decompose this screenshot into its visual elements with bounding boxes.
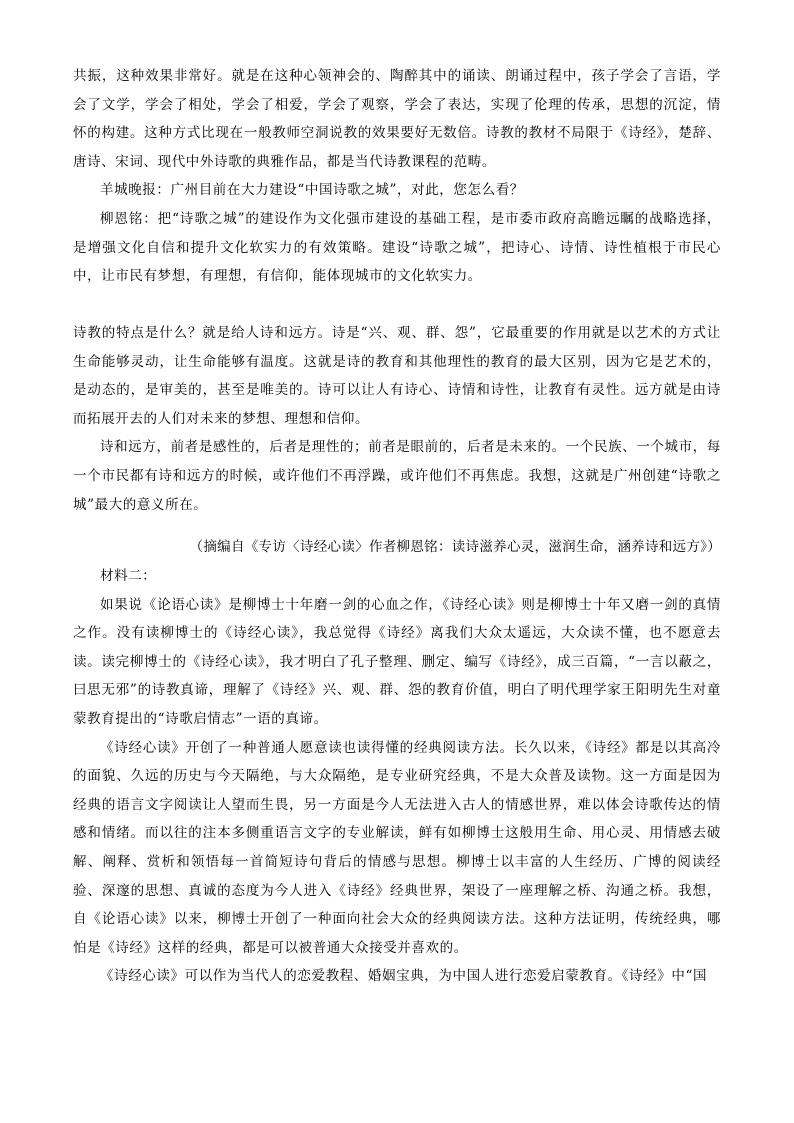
paragraph-interview-answer: 柳恩铭：把“诗歌之城”的建设作为文化强市建设的基础工程，是市委市政府高瞻远瞩的战略选择，是增强文化自信和提升文化软实力的有效策略。建设“诗歌之城”，把诗心、诗情、诗性植根于市民心中，让市民有梦想，有理想，有信仰，能体现城市的文化软实力。	[73, 210, 721, 285]
material-two-heading: 材料二：	[100, 568, 157, 584]
paragraph-book-review: 如果说《论语心读》是柳博士十年磨一剑的心血之作，《诗经心读》则是柳博士十年又磨一剑的真情之作。没有读柳博士的《诗经心读》，我总觉得《诗经》离我们大众太遥远，大众读不懂，也不愿意去读。读完柳博士的《诗经心读》，我才明白了孔子整理、删定、编写《诗经》，成三百篇，“一言以蔽之，曰思无邪”的诗教真谛，理解了《诗经》兴、观、群、怨的教育价值，明白了明代理学家王阳明先生对童蒙教育提出的“诗歌启情志”一语的真谛。	[73, 596, 721, 727]
paragraph-love-education: 《诗经心读》可以作为当代人的恋爱教程、婚姻宝典，为中国人进行恋爱启蒙教育。《诗经》中“国	[100, 968, 708, 985]
paragraph-poetry-education: 共振，这种效果非常好。就是在这种心领神会的、陶醉其中的诵读、朗诵过程中，孩子学会了言语，学会了文学，学会了相处，学会了相爱，学会了观察，学会了表达，实现了伦理的传承，思想的沉淀，情怀的构建。这种方式比现在一般教师空洞说教的效果要好无数倍。诗教的教材不局限于《诗经》，楚辞、唐诗、宋词、现代中外诗歌的典雅作品，都是当代诗教课程的范畴。	[73, 68, 721, 170]
paragraph-poetry-features: 诗教的特点是什么？就是给人诗和远方。诗是“兴、观、群、怨”，它最重要的作用就是以艺术的方式让生命能够灵动，让生命能够有温度。这就是诗的教育和其他理性的教育的最大区别，因为它是艺术的，是动态的，是审美的，甚至是唯美的。诗可以让人有诗心、诗情和诗性，让教育有灵性。远方就是由诗而拓展开去的人们对未来的梦想、理想和信仰。	[73, 325, 721, 427]
text-block-middle	[73, 319, 721, 519]
text-block-upper	[73, 62, 721, 291]
paragraph-poetry-and-distance: 诗和远方，前者是感性的，后者是理性的；前者是眼前的，后者是未来的。一个民族、一个城市，每一个市民都有诗和远方的时候，或许他们不再浮躁，或许他们不再焦虑。我想，这就是广州创建“诗歌之城”最大的意义所在。	[73, 439, 721, 513]
paragraph-interview-question: 羊城晚报：广州目前在大力建设“中国诗歌之城”，对此，您怎么看？	[100, 182, 524, 199]
text-block-lower	[73, 562, 721, 991]
source-attribution: （摘编自《专访〈诗经心读〉作者柳恩铭：读诗滋养心灵，滋润生命，涵养诗和远方》）	[189, 539, 721, 555]
paragraph-reading-method: 《诗经心读》开创了一种普通人愿意读也读得懂的经典阅读方法。长久以来，《诗经》都是以其高冷的面貌、久远的历史与今天隔绝，与大众隔绝，是专业研究经典，不是大众普及读物。这一方面是因为经典的语言文字阅读让人望而生畏，另一方面是今人无法进入古人的情感世界，难以体会诗歌传达的情感和情绪。而以往的注本多侧重语言文字的专业解读，鲜有如柳博士这般用生命、用心灵、用情感去破解、阐释、赏析和领悟每一首简短诗句背后的情感与思想。柳博士以丰富的人生经历、广博的阅读经验、深邃的思想、真诚的态度为今人进入《诗经》经典世界，架设了一座理解之桥、沟通之桥。我想，自《论语心读》以来，柳博士开创了一种面向社会大众的经典阅读方法。这种方法证明，传统经典，哪怕是《诗经》这样的经典，都是可以被普通大众接受并喜欢的。	[73, 739, 721, 956]
